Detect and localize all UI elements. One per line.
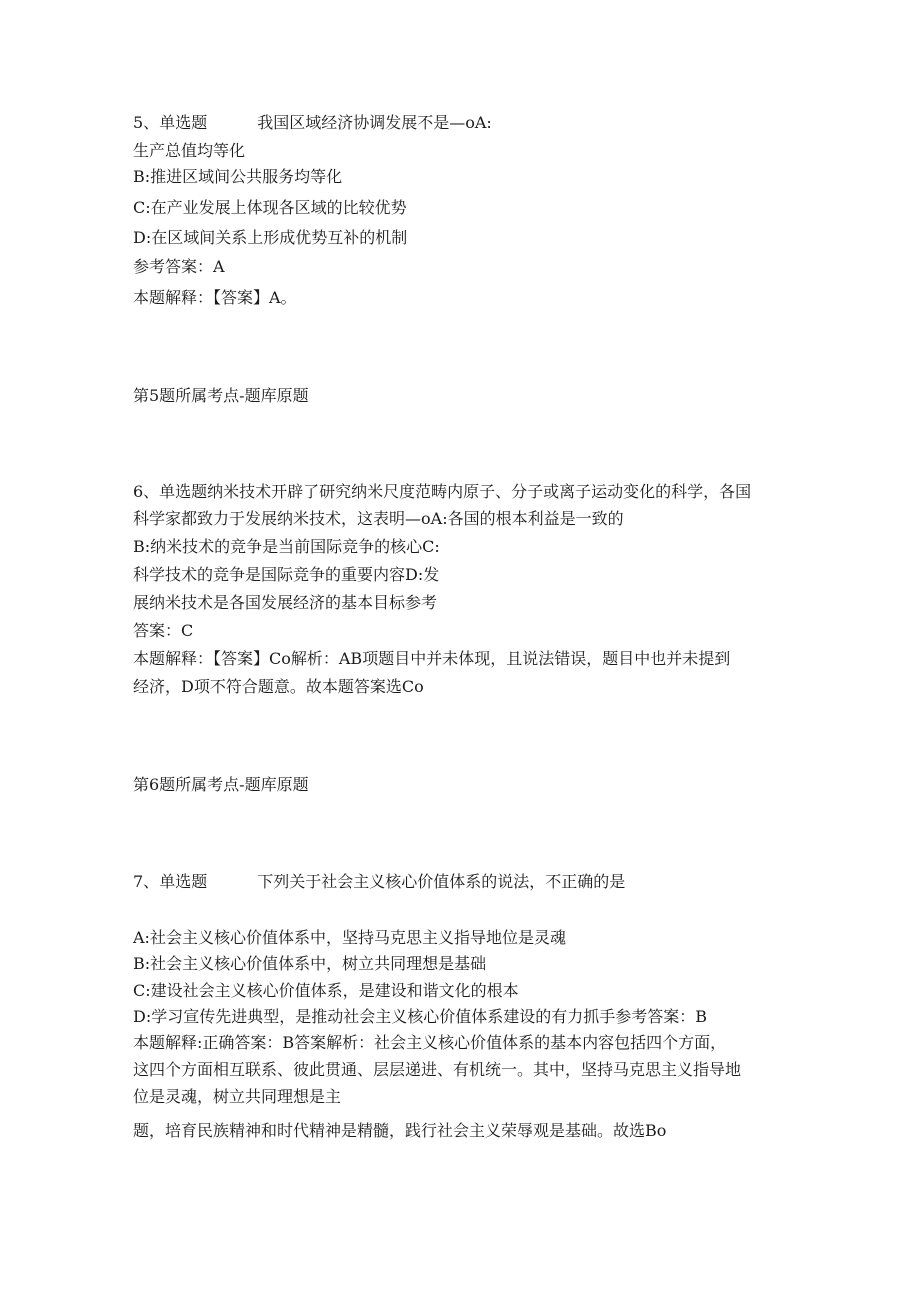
explanation-line: 本题解释：【答案】A。: [133, 288, 297, 307]
question-5-header: [133, 113, 492, 133]
question-6-header: 6、单选题纳米技术开辟了研究纳米尺度范畴内原子、分子或离子运动变化的科学，各国: [133, 482, 752, 501]
explanation-line: 本题解释:正确答案：B答案解析：社会主义核心价值体系的基本内容包括四个方面，: [133, 1033, 727, 1052]
question-type: 单选题: [159, 113, 208, 132]
option-line: 生产总值均等化: [133, 141, 246, 160]
answer-line: 参考答案：A: [133, 257, 225, 276]
explanation-line: 位是灵魂，树立共同理想是主: [133, 1087, 342, 1106]
topic-line: 第5题所属考点-题库原题: [133, 386, 309, 405]
question-type: 单选题: [159, 872, 208, 891]
topic-line: 第6题所属考点-题库原题: [133, 775, 309, 794]
question-7-header: [133, 872, 625, 892]
explanation-line: 题，培育民族精神和时代精神是精髓，践行社会主义荣辱观是基础。故选Bo: [133, 1121, 667, 1140]
question-line: 科学家都致力于发展纳米技术，这表明—oA:各国的根本利益是一致的: [133, 509, 624, 528]
option-line: 科学技术的竞争是国际竞争的重要内容D:发: [133, 565, 440, 584]
option-line: D:在区域间关系上形成优势互补的机制: [133, 228, 408, 247]
option-line: 展纳米技术是各国发展经济的基本目标参考: [133, 593, 438, 612]
option-line: C:建设社会主义核心价值体系，是建设和谐文化的根本: [133, 981, 519, 1000]
explanation-line: 这四个方面相互联系、彼此贯通、层层递进、有机统一。其中，坚持马克思主义指导地: [133, 1060, 742, 1079]
option-line: B:纳米技术的竞争是当前国际竞争的核心C:: [133, 537, 440, 556]
option-line: B:推进区域间公共服务均等化: [133, 167, 343, 186]
option-line: C:在产业发展上体现各区域的比较优势: [133, 198, 407, 217]
answer-line: 答案：C: [133, 621, 194, 640]
explanation-line: 本题解释：【答案】Co解析：AB项题目中并未体现，且说法错误，题目中也并未提到: [133, 649, 731, 668]
option-line: D:学习宣传先进典型，是推动社会主义核心价值体系建设的有力抓手参考答案：B: [133, 1007, 707, 1026]
question-stem: 下列关于社会主义核心价值体系的说法，不正确的是: [257, 872, 626, 891]
explanation-line: 经济，D项不符合题意。故本题答案选Co: [133, 677, 424, 696]
question-number: 7、: [133, 872, 160, 891]
question-stem: 我国区域经济协调发展不是—oA:: [257, 113, 492, 132]
option-line: B:社会主义核心价值体系中，树立共同理想是基础: [133, 954, 487, 973]
question-number: 5、: [133, 113, 160, 132]
option-line: A:社会主义核心价值体系中，坚持马克思主义指导地位是灵魂: [133, 928, 566, 947]
